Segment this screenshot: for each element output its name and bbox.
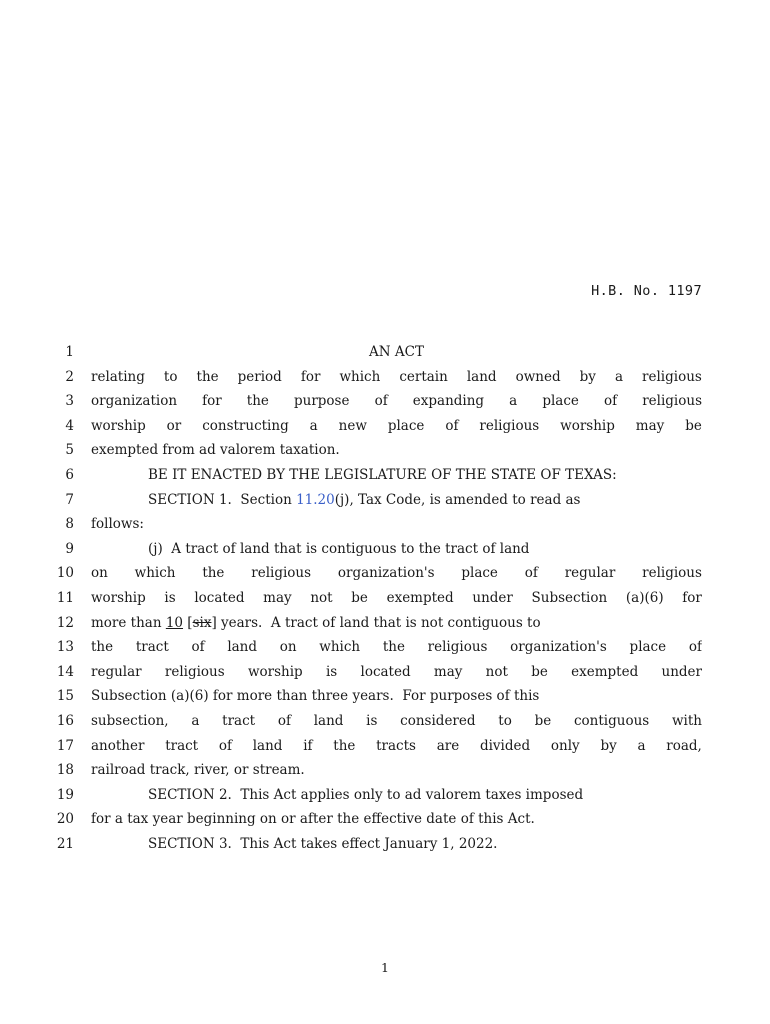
word: expanding [412, 393, 485, 410]
act-heading: AN ACT [369, 344, 424, 360]
word: not [485, 663, 508, 680]
word: by [600, 737, 617, 754]
word: of [191, 639, 205, 656]
word: on [91, 565, 108, 582]
word: organization's [337, 565, 435, 582]
word: on [279, 639, 297, 656]
word: of [603, 393, 618, 410]
bill-text [0, 342, 770, 858]
line-10 [0, 563, 770, 588]
word: place [387, 417, 425, 434]
word: place [542, 393, 579, 410]
word: not [310, 589, 333, 606]
enacting-clause: BE IT ENACTED BY THE LEGISLATURE OF THE STATE OF TEXAS: [148, 466, 617, 483]
word: for [682, 589, 702, 606]
line-13 [0, 637, 770, 662]
word: road, [666, 737, 702, 754]
word: for [202, 393, 222, 410]
word: may [433, 663, 463, 680]
line-number: 16 [56, 712, 74, 729]
word: is [164, 589, 176, 606]
word: tracts [376, 737, 416, 754]
word: religious [642, 368, 702, 385]
word: a [614, 368, 624, 385]
line-text [91, 563, 702, 583]
word: relating [91, 368, 145, 385]
bracket-open: [ [183, 614, 193, 631]
word: constructing [202, 417, 289, 434]
word: under [472, 589, 513, 606]
line-number: 19 [56, 786, 74, 803]
word: be [531, 663, 548, 680]
word: owned [515, 368, 561, 385]
word: is [325, 663, 338, 680]
word: worship [247, 663, 303, 680]
line-text: Subsection (a)(6) for more than three years. For purposes of this [91, 688, 540, 705]
line-text [91, 416, 702, 436]
word: religious [427, 639, 488, 656]
inserted-text: 10 [165, 614, 184, 631]
word: another [91, 737, 145, 754]
line-12 [0, 613, 770, 638]
word: land [466, 368, 497, 385]
line-17 [0, 736, 770, 761]
line-text: SECTION 2. This Act applies only to ad valorem taxes imposed [148, 786, 584, 803]
word: organization [91, 393, 178, 410]
line-text: (j) A tract of land that is contiguous to the tract of land [148, 540, 530, 557]
word: be [534, 712, 552, 729]
word: place [461, 565, 498, 582]
line-number: 14 [56, 663, 74, 680]
word: which [339, 368, 381, 385]
word: (a)(6) [625, 589, 664, 606]
line-14 [0, 662, 770, 687]
word: land [313, 712, 344, 729]
word: religious [479, 417, 540, 434]
word: if [303, 737, 313, 754]
line-text: exempted from ad valorem taxation. [91, 442, 340, 459]
word: the [333, 737, 356, 754]
line-8 [0, 514, 770, 539]
word: religious [164, 663, 225, 680]
line-number: 8 [65, 516, 74, 533]
line-text [91, 490, 702, 510]
word: worship [560, 417, 615, 434]
line-number: 9 [65, 540, 74, 557]
line-12-tail: ] years. A tract of land that is not contiguous to [211, 614, 541, 631]
line-number: 15 [56, 688, 74, 705]
line-11 [0, 588, 770, 613]
word: Subsection [531, 589, 608, 606]
word: certain [399, 368, 448, 385]
word: or [166, 417, 182, 434]
word: a [191, 712, 200, 729]
line-text: SECTION 3. This Act takes effect January 1, 2022. [148, 835, 498, 852]
word: may [263, 589, 292, 606]
word: located [360, 663, 411, 680]
word: by [579, 368, 596, 385]
word: is [366, 712, 378, 729]
line-1 [0, 342, 770, 367]
line-number: 11 [56, 589, 74, 606]
line-text [91, 613, 702, 633]
line-text [91, 391, 702, 411]
line-2 [0, 367, 770, 392]
word: be [685, 417, 702, 434]
line-text [91, 637, 702, 657]
line-16 [0, 711, 770, 736]
word: of [218, 737, 232, 754]
word: which [319, 639, 361, 656]
line-text [91, 588, 702, 608]
line-number: 10 [56, 565, 74, 582]
word: place [629, 639, 667, 656]
word: regular [91, 663, 142, 680]
line-text [91, 736, 702, 756]
word: tract [135, 639, 169, 656]
word: to [163, 368, 178, 385]
line-number: 6 [65, 466, 74, 483]
line-21 [0, 834, 770, 859]
word: under [661, 663, 702, 680]
line-number: 17 [56, 737, 74, 754]
word: purpose [293, 393, 350, 410]
word: to [498, 712, 512, 729]
word: organization's [510, 639, 607, 656]
line-number: 2 [65, 368, 74, 385]
word: exempted [571, 663, 639, 680]
statute-citation-link[interactable]: 11.20 [296, 491, 335, 508]
line-number: 18 [56, 762, 74, 779]
word: the [246, 393, 269, 410]
word: which [134, 565, 176, 582]
word: with [671, 712, 702, 729]
line-text [91, 662, 702, 682]
word: of [524, 565, 538, 582]
word: religious [251, 565, 312, 582]
word: worship [91, 589, 146, 606]
word: considered [400, 712, 476, 729]
word: land [227, 639, 258, 656]
line-7 [0, 490, 770, 515]
word: a [509, 393, 518, 410]
line-text [91, 367, 702, 387]
word: the [202, 565, 225, 582]
section-1-tail: (j), Tax Code, is amended to read as [334, 491, 581, 508]
deleted-text: six [192, 614, 212, 631]
word: located [194, 589, 245, 606]
line-4 [0, 416, 770, 441]
line-number: 13 [56, 639, 74, 656]
word: of [374, 393, 388, 410]
word: the [382, 639, 405, 656]
word: be [351, 589, 368, 606]
word: only [550, 737, 580, 754]
line-5 [0, 440, 770, 465]
word: divided [479, 737, 531, 754]
word: regular [564, 565, 616, 582]
line-20 [0, 809, 770, 834]
line-15 [0, 686, 770, 711]
word: new [338, 417, 367, 434]
line-text: follows: [91, 516, 144, 533]
word: a [637, 737, 646, 754]
line-number: 5 [65, 442, 74, 459]
line-19 [0, 785, 770, 810]
word: tract [165, 737, 199, 754]
line-number: 12 [56, 614, 74, 631]
word: the [196, 368, 219, 385]
word: the [91, 639, 114, 656]
word: of [445, 417, 459, 434]
line-9 [0, 539, 770, 564]
line-18 [0, 760, 770, 785]
line-number: 1 [65, 344, 74, 360]
line-6 [0, 465, 770, 490]
word: subsection, [91, 712, 169, 729]
line-number: 20 [56, 811, 74, 828]
word: period [237, 368, 282, 385]
bill-number: H.B. No. 1197 [591, 283, 702, 299]
line-12-lead: more than [91, 614, 166, 631]
line-text: railroad track, river, or stream. [91, 762, 305, 779]
word: of [277, 712, 291, 729]
word: exempted [386, 589, 454, 606]
line-number: 21 [56, 835, 74, 852]
word: religious [642, 565, 702, 582]
line-text [91, 711, 702, 731]
word: a [309, 417, 318, 434]
line-number: 7 [65, 491, 74, 508]
section-1-lead: SECTION 1. Section [148, 491, 297, 508]
line-number: 3 [65, 393, 74, 410]
line-number: 4 [65, 417, 74, 434]
line-text: for a tax year beginning on or after the effective date of this Act. [91, 811, 535, 828]
word: contiguous [573, 712, 650, 729]
line-3 [0, 391, 770, 416]
word: may [635, 417, 665, 434]
word: for [300, 368, 321, 385]
word: worship [91, 417, 146, 434]
word: are [436, 737, 460, 754]
word: of [688, 639, 702, 656]
word: tract [222, 712, 256, 729]
word: land [252, 737, 283, 754]
page-number: 1 [381, 960, 389, 975]
word: religious [642, 393, 702, 410]
